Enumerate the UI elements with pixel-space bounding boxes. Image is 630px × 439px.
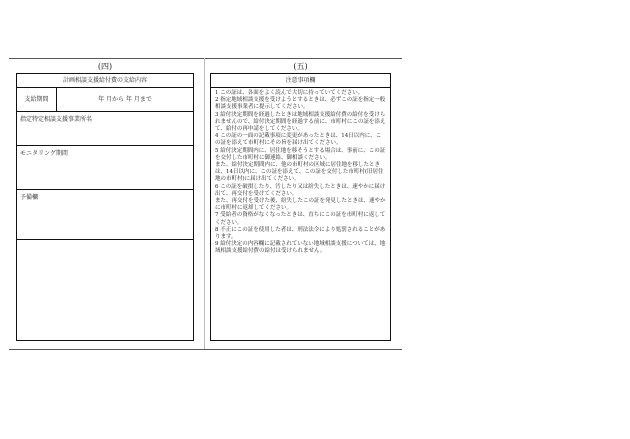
top-rule <box>9 58 402 59</box>
monitoring-period-label: モニタリング期間 <box>20 150 68 157</box>
bottom-rule <box>9 349 402 350</box>
note-item: 6 この証を破損したり、汚したり又は紛失したときは、速やかに届け出て、再交付を受けてください。 <box>215 183 386 197</box>
left-panel-heading: (四) <box>97 62 113 71</box>
note-item: 7 受給者の資格がなくなったときは、直ちにこの証を市町村に返してください。 <box>215 212 386 226</box>
note-item: 5 給付決定期間内に、居住地を移そうとする場合は、事前に、この証を交付した市町村に御連絡、御相談ください。 <box>215 147 386 161</box>
notes-table <box>210 73 391 341</box>
note-item: 9 給付決定の内容欄に記載されていない地域相談支援については、地域相談支援給付費の給付は受けられません。 <box>215 241 386 255</box>
payment-period-row <box>17 88 193 112</box>
right-panel-heading: (五) <box>293 62 308 71</box>
note-item: 8 不正にこの証を使用した者は、刑法法令により処罰されることがあります。 <box>215 226 386 241</box>
remarks-label: 予備欄 <box>20 194 39 201</box>
monitoring-period-row <box>17 146 193 190</box>
office-name-row <box>17 112 193 146</box>
notes-title: 注意事項欄 <box>211 74 390 88</box>
notes-text <box>215 90 386 256</box>
note-item: 3 給付決定期間を経過したときは地域相談支援給付費の給付を受けられませんので、給付決定期間を経過する前に、市町村にこの証を添えて、給付の再申請をしてください。 <box>215 111 386 133</box>
benefit-content-title: 計画相談支援給付費の支給内容 <box>17 74 193 88</box>
benefit-content-table <box>16 73 194 341</box>
remarks-row <box>17 190 193 240</box>
panel-separator <box>204 58 205 349</box>
payment-period-value: 年 月から 年 月まで <box>98 96 152 103</box>
note-item: 2 指定地域相談支援を受けようとするときは、必ずこの証を指定一般相談支援事業者に提示してください。 <box>215 97 386 111</box>
note-item: また、再交付を受けた後、紛失したこの証を発見したときは、速やかに市町村に返却してください。 <box>215 198 386 212</box>
office-name-label: 指定特定相談支援事業所名 <box>20 116 93 123</box>
payment-period-label: 支給期間 <box>17 88 57 111</box>
note-item: 4 この証の一面の記載事項に変更があったときは、14日以内に、この証を添えて市町村にその旨を届け出てください。 <box>215 133 382 147</box>
note-item: 1 この証は、各面をよく読んで大切に持っていてください。 <box>215 90 364 96</box>
note-item: また、給付決定期間内に、他の市町村の区域に居住地を移したときは、14日以内に、この証を添えて、この証を交付した市町村(旧居住地の市町村)に届け出てください。 <box>215 162 384 183</box>
